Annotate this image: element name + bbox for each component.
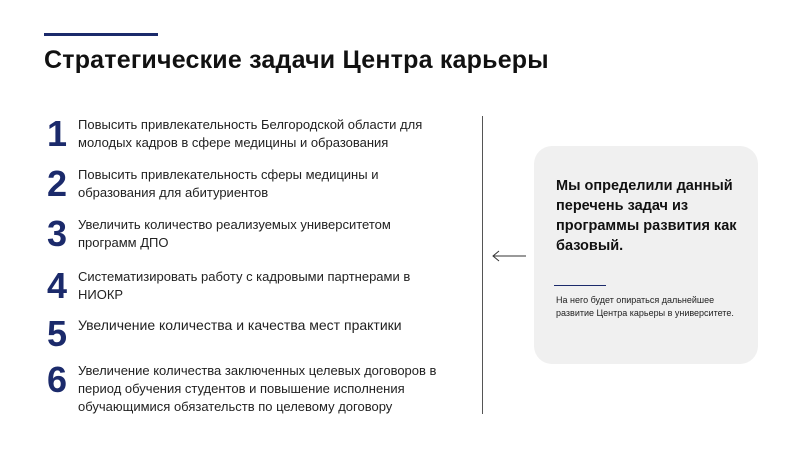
task-number: 3 [46,213,68,254]
card-headline: Мы определили данный перечень задач из программы развития как базовый. [556,178,737,254]
task-item-4 [38,265,458,306]
task-number: 2 [46,163,68,204]
task-text: Увеличить количество реализуемых университетом программ ДПО [78,217,391,250]
page-title: Стратегические задачи Центра карьеры [44,46,549,74]
task-text: Систематизировать работу с кадровыми партнерами в НИОКР [78,269,411,302]
arrow-left-icon [491,249,527,263]
task-text: Увеличение количества и качества мест практики [78,317,402,333]
task-number: 4 [46,265,68,306]
card-note: На него будет опираться дальнейшее развитие Центра карьеры в университете. [556,295,734,318]
task-item-1 [38,113,458,154]
title-accent-rule [44,33,158,36]
task-number: 5 [46,313,68,354]
card-accent-rule [554,285,606,286]
task-item-3 [38,213,458,254]
vertical-divider [482,116,483,414]
task-number: 1 [46,113,68,154]
task-item-5 [38,313,458,354]
task-text: Увеличение количества заключенных целевых договоров в период обучения студентов и повышение исполнения обучающимися обязательств по целевому договору [78,363,437,414]
task-text: Повысить привлекательность Белгородской области для молодых кадров в сфере медицины и образования [78,117,423,150]
task-item-6 [38,359,468,416]
task-text: Повысить привлекательность сферы медицины и образования для абитуриентов [78,167,379,200]
task-number: 6 [46,359,68,400]
task-item-2 [38,163,458,204]
